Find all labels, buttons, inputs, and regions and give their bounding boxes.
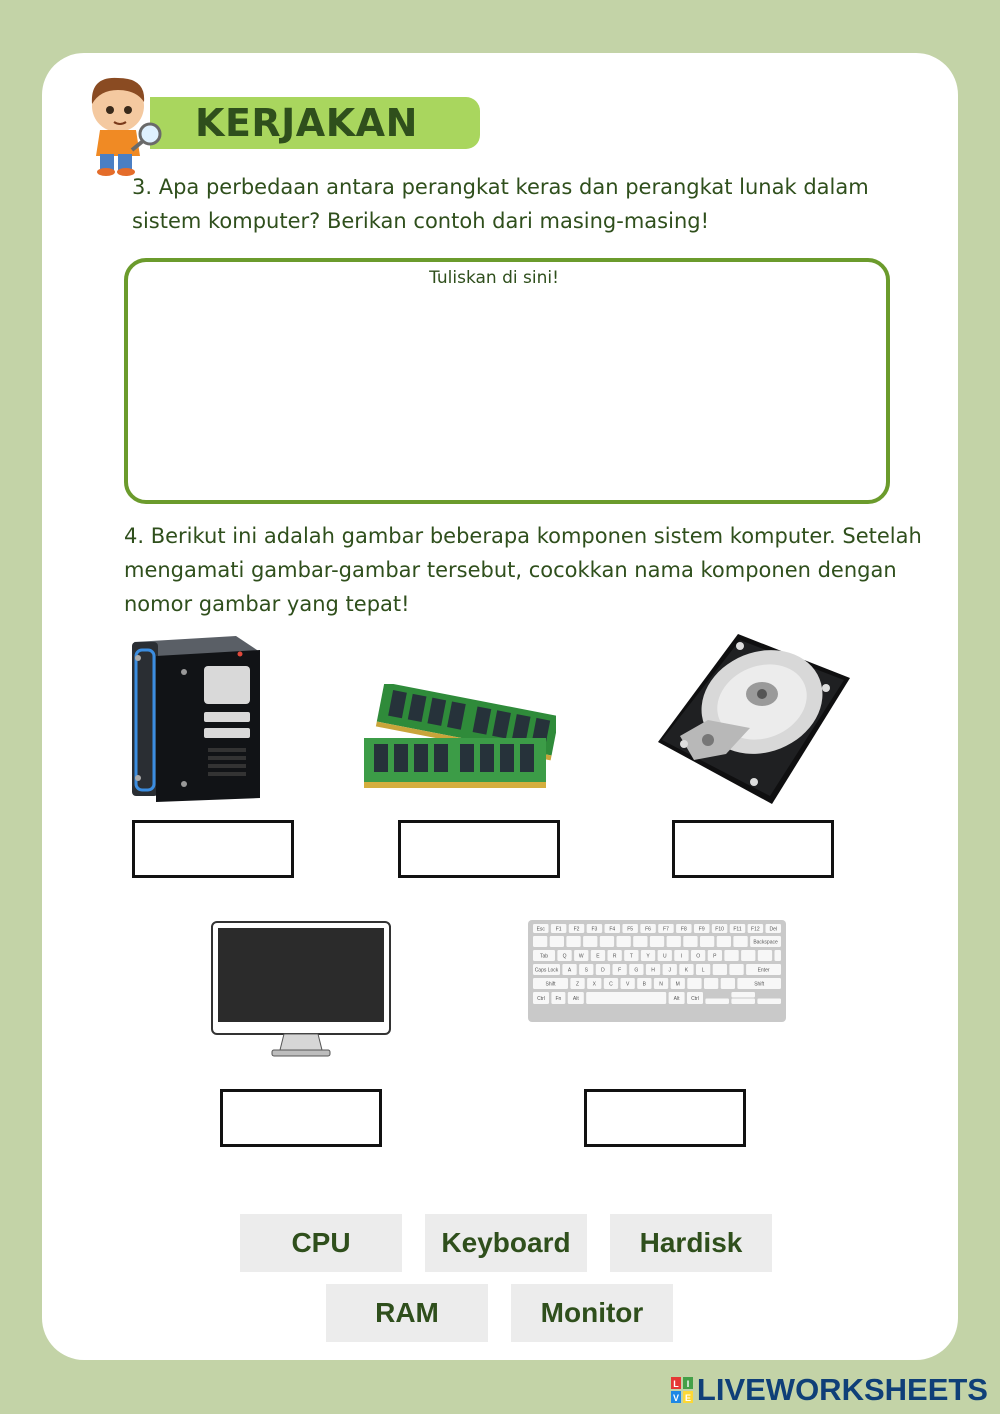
keyboard-key-label: Del [769, 926, 778, 933]
keyboard-key-symbol [713, 964, 727, 975]
keyboard-key-number [583, 936, 597, 947]
keyboard-key-label: Tab [539, 953, 549, 960]
keyboard-key-symbol [704, 978, 718, 989]
keyboard-key-label: Backspace [753, 939, 778, 946]
keyboard-key-label: O [696, 953, 701, 960]
keyboard-key-label: M [675, 981, 680, 988]
keyboard-key-symbol [724, 950, 738, 961]
keyboard-key-label: Enter [757, 967, 770, 974]
keyboard-key-label: Y [646, 953, 650, 960]
word-chip-monitor[interactable]: Monitor [511, 1284, 673, 1342]
word-chip-hardisk[interactable]: Hardisk [610, 1214, 772, 1272]
answer-textarea[interactable] [124, 258, 890, 504]
keyboard-key-number [717, 936, 731, 947]
question-3-text: 3. Apa perbedaan antara perangkat keras dan perangkat lunak dalam sistem komputer? Berikan contoh dari masing-masing! [132, 175, 869, 233]
keyboard-key-label: Z [576, 981, 580, 988]
monitor-icon [210, 920, 392, 1060]
answer-drop-4[interactable] [220, 1089, 382, 1147]
keyboard-key-number [700, 936, 714, 947]
keyboard-key-label: Alt [673, 996, 680, 1002]
keyboard-key-label: Alt [572, 996, 579, 1002]
keyboard-key-space [586, 992, 666, 1004]
keyboard-key-number [617, 936, 631, 947]
keyboard-key-number [566, 936, 580, 947]
liveworksheets-mark-icon [671, 1377, 693, 1403]
keyboard-key-label: P [713, 953, 717, 960]
keyboard-key-number [667, 936, 681, 947]
logo-letter-v: V [672, 1393, 679, 1403]
keyboard-key-label: Esc [536, 926, 545, 933]
brand-name: LIVEWORKSHEETS [696, 1372, 988, 1407]
keyboard-key-label: F10 [715, 926, 724, 933]
keyboard-key-label: R [612, 953, 617, 960]
keyboard-key-number [683, 936, 697, 947]
keyboard-key-label: F9 [698, 926, 705, 933]
hard-disk-icon [654, 632, 852, 806]
keyboard-key-label: F5 [627, 926, 634, 933]
keyboard-key-label: I [680, 953, 683, 960]
keyboard-key-label: F12 [751, 926, 760, 933]
logo-letter-l: L [673, 1379, 679, 1389]
word-chip-keyboard[interactable]: Keyboard [425, 1214, 587, 1272]
keyboard-key-label: X [592, 981, 596, 988]
keyboard-key-label: G [634, 967, 639, 974]
keyboard-key-label: Shift [545, 981, 556, 988]
keyboard-key-label: A [567, 967, 572, 974]
keyboard-key-symbol [687, 978, 701, 989]
keyboard-key-label: F4 [609, 926, 616, 933]
keyboard-key-label: F [618, 967, 622, 974]
keyboard-key-label: F6 [645, 926, 651, 933]
keyboard-key-label: L [701, 967, 705, 974]
answer-placeholder: Tuliskan di sini! [429, 268, 559, 288]
word-chip-cpu[interactable]: CPU [240, 1214, 402, 1272]
keyboard-key-label: S [584, 967, 588, 974]
liveworksheets-logo [671, 1372, 988, 1408]
computer-case-icon [128, 634, 264, 802]
keyboard-key-label: V [625, 981, 630, 988]
keyboard-key-arrow [731, 999, 755, 1005]
keyboard-key-label: B [642, 981, 647, 988]
keyboard-key-label: T [629, 953, 633, 960]
keyboard-key-label: Caps Lock [534, 967, 559, 974]
keyboard-key-label: K [684, 967, 689, 974]
logo-letter-e: E [684, 1393, 691, 1403]
keyboard-key-symbol [729, 964, 743, 975]
word-chip-ram[interactable]: RAM [326, 1284, 488, 1342]
keyboard-key-label: Ctrl [691, 996, 699, 1002]
keyboard-key-label: W [578, 953, 584, 960]
keyboard-key-label: Q [562, 953, 567, 960]
logo-letter-i: I [686, 1379, 690, 1389]
answer-drop-1[interactable] [132, 820, 294, 878]
keyboard-key-label: F1 [555, 926, 562, 933]
keyboard-icon [528, 920, 786, 1022]
answer-drop-5[interactable] [584, 1089, 746, 1147]
keyboard-key-number [600, 936, 614, 947]
keyboard-key-label: C [609, 981, 613, 988]
keyboard-key-number [633, 936, 647, 947]
keyboard-key-symbol [721, 978, 735, 989]
keyboard-key-number [550, 936, 564, 947]
keyboard-key-label: F8 [680, 926, 687, 933]
keyboard-key-label: F2 [573, 926, 580, 933]
keyboard-key-label: F3 [591, 926, 598, 933]
keyboard-key-symbol [758, 950, 772, 961]
answer-drop-3[interactable] [672, 820, 834, 878]
keyboard-key-arrow [731, 992, 755, 998]
keyboard-key-label: E [596, 953, 600, 960]
keyboard-key-label: N [659, 981, 663, 988]
keyboard-key-symbol [741, 950, 755, 961]
keyboard-key-label: Shift [754, 981, 765, 988]
ram-module-icon [362, 684, 556, 792]
keyboard-key-label: F11 [733, 926, 742, 933]
keyboard-key-label: H [651, 967, 655, 974]
page-title: KERJAKAN [195, 101, 418, 145]
question-4-text: 4. Berikut ini adalah gambar beberapa komponen sistem komputer. Setelah mengamati gambar-gambar tersebut, cocokkan nama komponen dengan nomor gambar yang tepat! [124, 524, 922, 616]
keyboard-key-label: Ctrl [537, 996, 545, 1002]
keyboard-key-label: Fn [555, 996, 562, 1002]
keyboard-key-label: F7 [663, 926, 669, 933]
keyboard-key-label: U [662, 953, 667, 960]
answer-drop-2[interactable] [398, 820, 560, 878]
boy-magnifier-icon [70, 68, 170, 178]
keyboard-key-number [533, 936, 547, 947]
keyboard-key-symbol [775, 950, 782, 961]
keyboard-key-arrow [705, 999, 729, 1005]
keyboard-key-label: J [668, 967, 671, 974]
keyboard-key-number [650, 936, 664, 947]
keyboard-key-number [733, 936, 747, 947]
keyboard-key-arrow [757, 999, 781, 1005]
keyboard-key-label: D [601, 967, 605, 974]
